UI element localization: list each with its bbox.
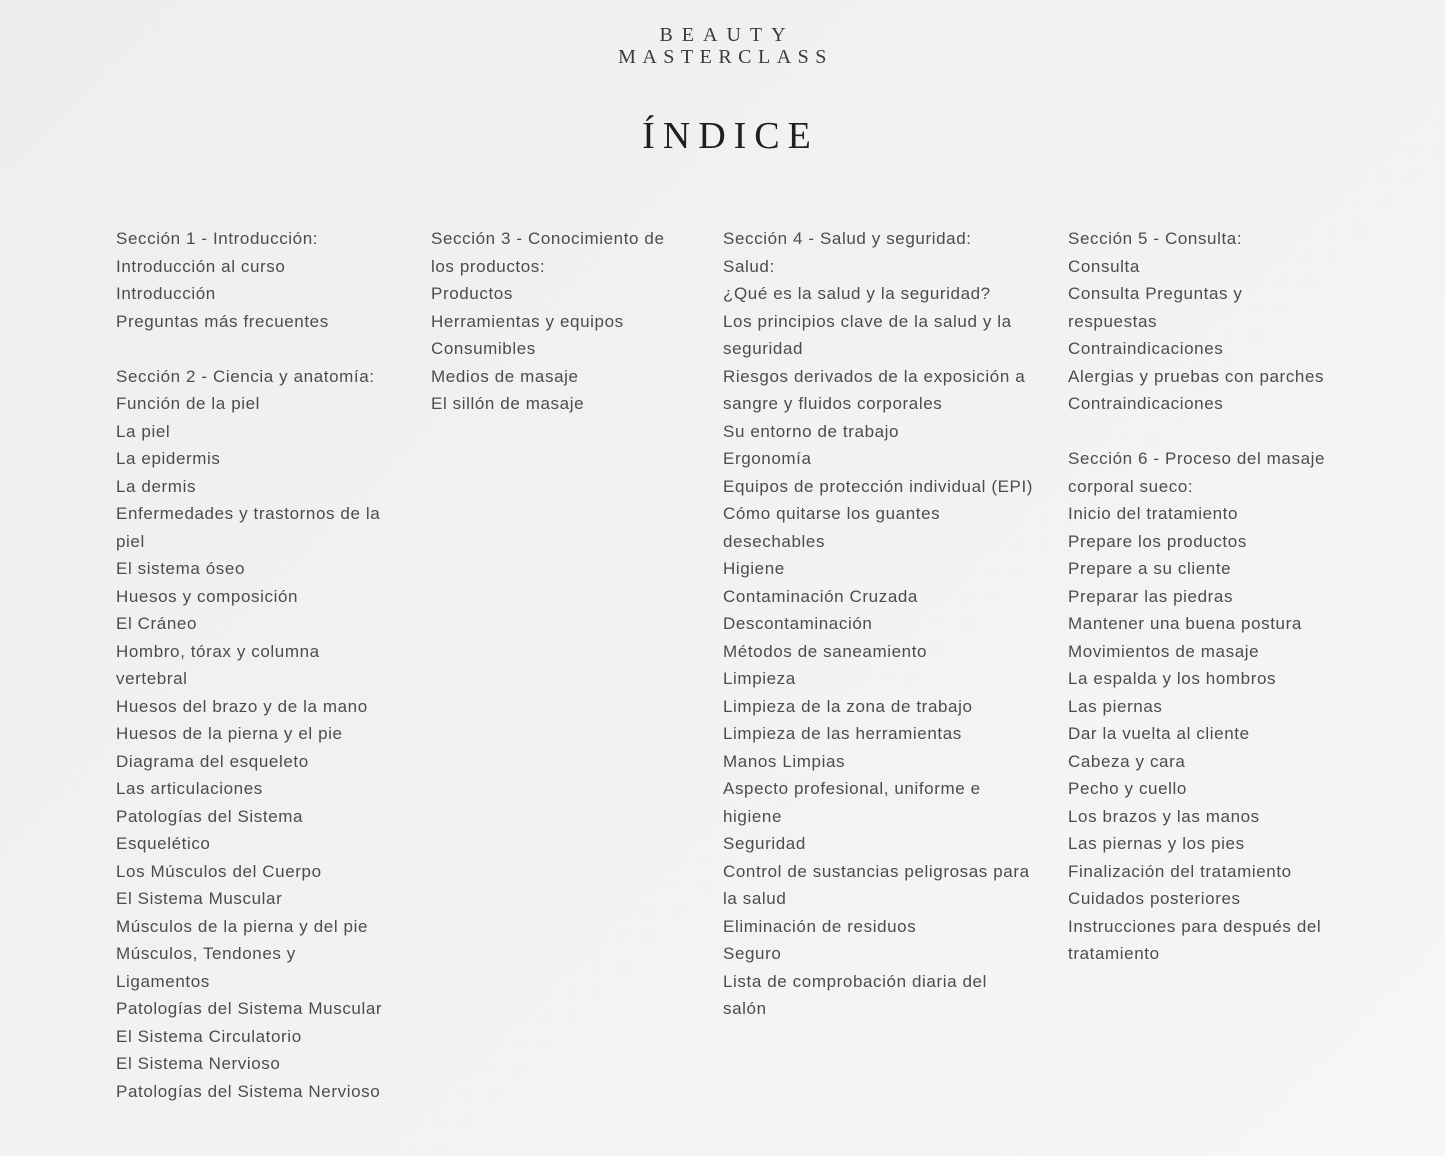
section-heading: Sección 5 - Consulta:: [1068, 229, 1243, 248]
index-entry: Lista de comprobación diaria del: [723, 971, 987, 991]
index-entry: Cómo quitarse los guantes: [723, 504, 941, 523]
index-entry: Limpieza de la zona de trabajo: [723, 696, 973, 716]
section-heading: Sección 2 - Ciencia y anatomía:: [116, 366, 375, 386]
index-entry: Alergias y pruebas con parches: [1068, 366, 1325, 386]
index-entry: Mantener una buena postura: [1068, 614, 1302, 633]
brand-logo: [0, 24, 1445, 68]
index-entry: Huesos y composición: [116, 586, 299, 606]
index-entry: Salud:: [723, 256, 775, 276]
index-entry: Productos: [431, 284, 513, 303]
index-entry: Limpieza: [723, 669, 796, 688]
index-entry: Músculos, Tendones y: [116, 944, 296, 963]
index-entry: Consulta Preguntas y: [1068, 284, 1243, 303]
index-entry: higiene: [723, 806, 783, 826]
index-entry: El Cráneo: [116, 614, 197, 633]
index-entry: la salud: [723, 889, 787, 908]
index-entry: Pecho y cuello: [1068, 779, 1187, 798]
section-heading: Sección 6 - Proceso del masaje: [1068, 449, 1326, 468]
section-heading: Sección 3 - Conocimiento de: [431, 229, 665, 248]
index-entry: Ergonomía: [723, 449, 812, 468]
index-entry: Función de la piel: [116, 394, 261, 413]
index-entry: Músculos de la pierna y del pie: [116, 916, 369, 936]
index-entry: Los principios clave de la salud y la: [723, 311, 1012, 331]
section-heading: Sección 4 - Salud y seguridad:: [723, 229, 972, 248]
section-spacer: [116, 335, 382, 363]
index-entry: Contraindicaciones: [1068, 394, 1224, 413]
index-entry: Patologías del Sistema: [116, 806, 304, 826]
index-entry: Contraindicaciones: [1068, 339, 1224, 358]
index-entry: El Sistema Muscular: [116, 889, 283, 908]
index-entry: Los brazos y las manos: [1068, 806, 1260, 826]
index-entry: Equipos de protección individual (EPI): [723, 476, 1034, 496]
index-entry: La piel: [116, 421, 171, 441]
index-entry: Movimientos de masaje: [1068, 641, 1260, 661]
index-entry: Los Músculos del Cuerpo: [116, 861, 322, 881]
index-entry: Instrucciones para después del: [1068, 916, 1322, 936]
index-entry: corporal sueco:: [1068, 476, 1194, 496]
index-entry: Inicio del tratamiento: [1068, 504, 1239, 523]
index-entry: Consulta: [1068, 256, 1140, 276]
index-entry: ¿Qué es la salud y la seguridad?: [723, 284, 991, 303]
index-entry: Cabeza y cara: [1068, 751, 1186, 771]
index-entry: tratamiento: [1068, 944, 1160, 963]
index-entry: Aspecto profesional, uniforme e: [723, 779, 981, 798]
index-entry: Cuidados posteriores: [1068, 889, 1241, 908]
index-entry: Riesgos derivados de la exposición a: [723, 366, 1026, 386]
index-entry: respuestas: [1068, 311, 1158, 331]
index-entry: Diagrama del esqueleto: [116, 751, 309, 771]
index-entry: Métodos de saneamiento: [723, 641, 928, 661]
index-entry: Seguridad: [723, 834, 806, 853]
index-entry: piel: [116, 531, 145, 551]
section-spacer: [1068, 418, 1325, 446]
index-entry: Herramientas y equipos: [431, 311, 624, 331]
index-column-3: [723, 225, 1033, 1023]
index-entry: Introducción: [116, 284, 216, 303]
index-entry: Las piernas y los pies: [1068, 834, 1245, 853]
index-entry: La espalda y los hombros: [1068, 669, 1277, 688]
index-entry: Las articulaciones: [116, 779, 263, 798]
index-column-2: [431, 225, 665, 418]
index-column-1: [116, 225, 382, 1105]
index-entry: Preparar las piedras: [1068, 586, 1234, 606]
index-entry: Esquelético: [116, 834, 211, 853]
index-entry: Preguntas más frecuentes: [116, 311, 329, 331]
index-entry: vertebral: [116, 669, 188, 688]
index-entry: Medios de masaje: [431, 366, 579, 386]
index-entry: los productos:: [431, 256, 546, 276]
index-entry: salón: [723, 999, 767, 1018]
index-entry: Eliminación de residuos: [723, 916, 917, 936]
index-entry: Hombro, tórax y columna: [116, 641, 320, 661]
index-entry: Control de sustancias peligrosas para: [723, 861, 1030, 881]
index-entry: seguridad: [723, 339, 804, 358]
index-entry: Patologías del Sistema Muscular: [116, 999, 383, 1018]
index-entry: El Sistema Circulatorio: [116, 1026, 302, 1046]
index-entry: Las piernas: [1068, 696, 1163, 716]
index-entry: La dermis: [116, 476, 197, 496]
index-entry: La epidermis: [116, 449, 221, 468]
index-entry: Descontaminación: [723, 614, 873, 633]
index-entry: El sistema óseo: [116, 559, 245, 578]
index-entry: Huesos de la pierna y el pie: [116, 724, 343, 743]
index-column-4: [1068, 225, 1325, 968]
index-entry: Finalización del tratamiento: [1068, 861, 1292, 881]
index-entry: Manos Limpias: [723, 751, 846, 771]
index-entry: Contaminación Cruzada: [723, 586, 918, 606]
index-entry: Consumibles: [431, 339, 536, 358]
index-entry: Dar la vuelta al cliente: [1068, 724, 1250, 743]
index-entry: Prepare a su cliente: [1068, 559, 1232, 578]
index-entry: Huesos del brazo y de la mano: [116, 696, 368, 716]
index-entry: El sillón de masaje: [431, 394, 585, 413]
index-entry: Higiene: [723, 559, 785, 578]
brand-line-2: MASTERCLASS: [618, 46, 833, 68]
index-entry: desechables: [723, 531, 826, 551]
index-entry: Seguro: [723, 944, 782, 963]
index-entry: Enfermedades y trastornos de la: [116, 504, 381, 523]
section-heading: Sección 1 - Introducción:: [116, 229, 319, 248]
index-entry: sangre y fluidos corporales: [723, 394, 943, 413]
index-entry: Prepare los productos: [1068, 531, 1247, 551]
index-entry: Ligamentos: [116, 971, 210, 991]
page-title: ÍNDICE: [642, 115, 819, 157]
index-entry: Su entorno de trabajo: [723, 421, 900, 441]
index-entry: Patologías del Sistema Nervioso: [116, 1081, 381, 1101]
index-entry: Limpieza de las herramientas: [723, 724, 962, 743]
index-entry: Introducción al curso: [116, 256, 286, 276]
brand-line-1: BEAUTY: [659, 24, 795, 46]
index-entry: El Sistema Nervioso: [116, 1054, 281, 1073]
